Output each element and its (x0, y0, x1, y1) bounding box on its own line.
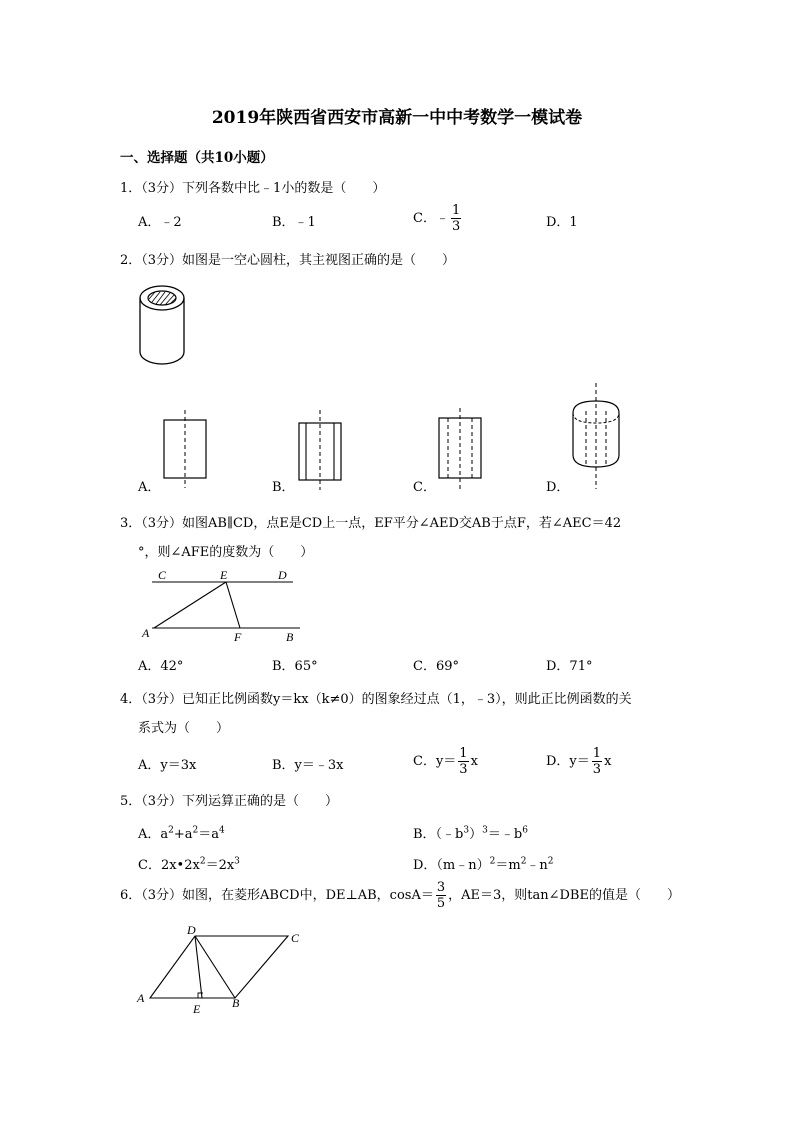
q6-rhombus-figure (135, 922, 310, 1017)
q3-label-a: A (142, 626, 150, 640)
q2-option-d-figure (568, 383, 624, 491)
q2-option-c-figure (435, 408, 485, 490)
q4-c-fraction (458, 746, 468, 777)
q6-stem (120, 880, 680, 911)
q3-stem-line2: °，则∠AFE的度数为（ ） (138, 545, 314, 560)
q3-label-d: D (278, 568, 287, 582)
q5-c-exp: 2 (199, 856, 206, 867)
q5-b-part: B．（﹣b (413, 827, 464, 842)
q6-label-e: E (193, 1002, 201, 1016)
q5-stem: 5．（3分）下列运算正确的是（ ） (120, 794, 339, 809)
q6-label-d: D (187, 923, 196, 937)
q5-d-part: ＝m (495, 858, 521, 873)
q2-option-b: B． (272, 480, 295, 495)
q5-a-part: +a (173, 827, 193, 842)
q4-stem-line1: 4．（3分）已知正比例函数y＝kx（k≠0）的图象经过点（1，﹣3），则此正比例函数的关 (120, 692, 632, 707)
q5-a-exp: 2 (192, 825, 199, 836)
q2-stem: 2．（3分）如图是一空心圆柱，其主视图正确的是（ ） (120, 253, 456, 268)
q4-d-suffix: x (604, 754, 612, 769)
q4-d-prefix: D．y＝ (546, 754, 590, 769)
q3-option-c: C．69° (413, 659, 459, 674)
q5-a-exp: 4 (219, 825, 225, 836)
q5-d-part: ﹣n (526, 858, 548, 873)
q5-c-part: ＝2x (205, 858, 235, 873)
q5-d-part: D．（m﹣n） (413, 858, 490, 873)
q5-d-exp: 2 (547, 856, 554, 867)
q3-option-b: B．65° (272, 659, 318, 674)
q5-option-d (413, 854, 554, 873)
q3-parallel-lines-figure (140, 565, 305, 645)
q5-a-part: A．a (138, 827, 169, 842)
q5-option-b (413, 823, 528, 842)
q4-c-num: 1 (459, 746, 468, 761)
q6-stem-pre: 6．（3分）如图，在菱形ABCD中，DE⊥AB，cosA＝ (120, 888, 434, 903)
q3-label-e: E (220, 568, 228, 582)
q5-option-a (138, 823, 225, 842)
q5-b-part: ） (469, 827, 483, 842)
q2-option-c: C． (413, 480, 436, 495)
q4-c-den: 3 (459, 762, 468, 777)
q5-b-exp: 3 (463, 825, 470, 836)
q4-option-d (546, 746, 611, 777)
q4-c-prefix: C．y＝ (413, 754, 457, 769)
section-heading: 一、选择题（共10小题） (120, 150, 274, 166)
q6-label-b: B (232, 996, 240, 1010)
q4-d-num: 1 (592, 746, 602, 761)
q1-c-num: 1 (451, 203, 461, 218)
q3-label-c: C (158, 568, 167, 582)
q3-label-f: F (234, 630, 242, 644)
q1-option-b: B．﹣1 (272, 215, 316, 230)
q1-c-den: 3 (451, 219, 461, 234)
q1-c-prefix: C．﹣ (413, 211, 449, 226)
q4-stem-line2: 系式为（ ） (138, 721, 230, 736)
q6-frac-num: 3 (436, 880, 446, 895)
q2-option-b-figure (295, 410, 345, 490)
q6-frac-den: 5 (436, 896, 446, 911)
q4-option-c (413, 746, 478, 777)
q5-d-exp: 2 (489, 856, 496, 867)
q1-option-a: A．﹣2 (138, 215, 182, 230)
q3-option-a: A．42° (138, 659, 184, 674)
q5-a-exp: 2 (168, 825, 174, 836)
q6-label-a: A (137, 991, 145, 1005)
q3-label-b: B (286, 630, 294, 644)
q2-option-d: D． (546, 480, 570, 495)
q4-d-fraction (592, 746, 602, 777)
q6-label-c: C (291, 931, 300, 945)
q5-b-exp: 3 (482, 825, 488, 836)
q4-c-suffix: x (470, 754, 478, 769)
q4-d-den: 3 (592, 762, 602, 777)
q3-stem-line1: 3．（3分）如图AB∥CD，点E是CD上一点，EF平分∠AED交AB于点F，若∠AEC＝42 (120, 516, 622, 531)
q5-option-c (138, 854, 240, 873)
q5-c-exp: 3 (234, 856, 240, 867)
q6-stem-post: ，AE＝3，则tan∠DBE的值是（ ） (448, 888, 680, 903)
q6-cos-fraction (436, 880, 446, 911)
q4-option-b: B．y＝﹣3x (272, 758, 344, 773)
q1-option-d: D．1 (546, 215, 578, 230)
q5-d-exp: 2 (520, 856, 527, 867)
q1-option-c (413, 203, 463, 234)
q5-c-part: C．2x•2x (138, 858, 200, 873)
q2-option-a-figure (160, 410, 210, 490)
q4-option-a: A．y＝3x (138, 758, 197, 773)
q5-b-part: ＝﹣b (487, 827, 523, 842)
q1-c-fraction (451, 203, 461, 234)
q5-b-exp: 6 (522, 825, 528, 836)
q1-stem: 1．（3分）下列各数中比﹣1小的数是（ ） (120, 181, 386, 196)
page-title: 2019年陕西省西安市高新一中中考数学一模试卷 (211, 108, 583, 128)
q2-option-a: A． (138, 480, 161, 495)
q3-option-d: D．71° (546, 659, 593, 674)
q2-cylinder-figure (130, 280, 200, 375)
q5-a-part: ＝a (198, 827, 220, 842)
